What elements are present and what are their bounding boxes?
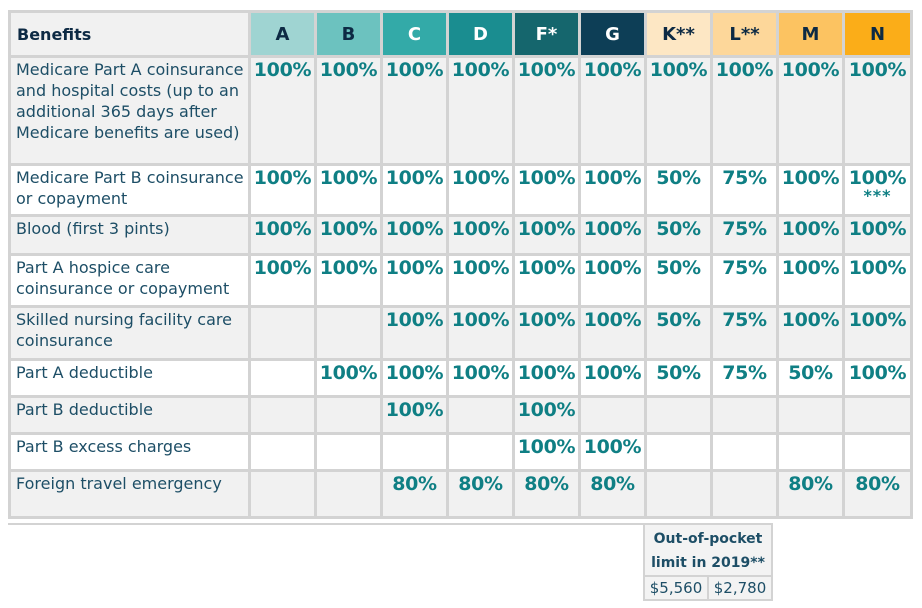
coverage-value: 80% — [524, 473, 569, 495]
plan-header-f: F* — [514, 12, 580, 57]
coverage-cell — [316, 57, 382, 165]
medigap-plan-comparison — [8, 10, 913, 519]
coverage-cell — [316, 216, 382, 255]
coverage-cell — [382, 397, 448, 434]
coverage-value: 100% — [451, 257, 510, 279]
coverage-cell — [316, 471, 382, 518]
coverage-cell — [646, 255, 712, 307]
coverage-cell — [382, 434, 448, 471]
benefits-header: Benefits — [10, 12, 250, 57]
coverage-value: 100% — [781, 309, 840, 331]
out-of-pocket-k-amount: $5,560 — [644, 576, 708, 600]
coverage-cell — [250, 397, 316, 434]
coverage-cell — [382, 165, 448, 216]
coverage-cell — [778, 471, 844, 518]
coverage-cell — [580, 434, 646, 471]
plan-header-m: M — [778, 12, 844, 57]
coverage-cell — [844, 255, 912, 307]
coverage-cell — [580, 216, 646, 255]
coverage-cell — [646, 307, 712, 360]
coverage-value: 100% — [319, 167, 378, 189]
coverage-cell — [316, 307, 382, 360]
coverage-cell — [382, 216, 448, 255]
coverage-cell — [250, 255, 316, 307]
coverage-cell — [646, 165, 712, 216]
coverage-cell — [448, 307, 514, 360]
coverage-value: 80% — [590, 473, 635, 495]
benefits-body — [10, 57, 912, 518]
coverage-value: 50% — [788, 362, 833, 384]
benefit-row — [10, 434, 912, 471]
coverage-cell — [316, 397, 382, 434]
coverage-cell — [382, 255, 448, 307]
coverage-value: 100% — [319, 218, 378, 240]
coverage-value: 100% — [319, 362, 378, 384]
coverage-value: 50% — [656, 362, 701, 384]
coverage-cell — [316, 255, 382, 307]
plan-header-d: D — [448, 12, 514, 57]
plan-header-k: K** — [646, 12, 712, 57]
out-of-pocket-l-amount: $2,780 — [708, 576, 772, 600]
coverage-value: 100% — [848, 309, 907, 331]
benefit-label: Medicare Part A coinsurance and hospital costs (up to an additional 365 days after Medicare benefits are used) — [10, 57, 250, 165]
coverage-value: 100% — [583, 218, 642, 240]
coverage-value: 100% — [517, 399, 576, 421]
coverage-cell — [580, 165, 646, 216]
coverage-value: 50% — [656, 257, 701, 279]
coverage-value: 80% — [392, 473, 437, 495]
coverage-value: 100% — [781, 218, 840, 240]
table-bottom-border — [8, 523, 644, 525]
coverage-cell — [316, 165, 382, 216]
benefit-label: Medicare Part B coinsurance or copayment — [10, 165, 250, 216]
coverage-value: 100% — [848, 362, 907, 384]
coverage-value: 100% — [253, 218, 312, 240]
coverage-cell — [646, 471, 712, 518]
coverage-cell — [514, 307, 580, 360]
coverage-cell — [382, 307, 448, 360]
coverage-value: 75% — [722, 167, 767, 189]
coverage-value: 50% — [656, 218, 701, 240]
coverage-value: 100% — [583, 167, 642, 189]
coverage-value: 100% — [583, 59, 642, 81]
benefit-row — [10, 471, 912, 518]
coverage-value: 100% — [385, 167, 444, 189]
coverage-value: 100% — [848, 257, 907, 279]
coverage-cell — [646, 397, 712, 434]
coverage-cell — [514, 471, 580, 518]
coverage-cell — [316, 360, 382, 397]
coverage-cell — [580, 360, 646, 397]
benefit-row — [10, 255, 912, 307]
coverage-cell — [844, 397, 912, 434]
coverage-cell — [250, 307, 316, 360]
coverage-cell — [514, 360, 580, 397]
coverage-cell — [844, 165, 912, 216]
plan-header-c: C — [382, 12, 448, 57]
coverage-value: 100% — [517, 218, 576, 240]
benefits-table — [8, 10, 913, 519]
coverage-value: 100% — [385, 399, 444, 421]
coverage-value: 100% — [517, 257, 576, 279]
coverage-value: 50% — [656, 309, 701, 331]
coverage-cell — [712, 471, 778, 518]
plan-header-g: G — [580, 12, 646, 57]
coverage-cell — [778, 255, 844, 307]
plan-n-footnote-marker: *** — [863, 186, 892, 205]
benefit-row — [10, 307, 912, 360]
benefit-row — [10, 216, 912, 255]
plan-header-n: N — [844, 12, 912, 57]
coverage-value: 100% — [385, 362, 444, 384]
coverage-cell — [448, 360, 514, 397]
coverage-cell — [712, 397, 778, 434]
coverage-value: 100% — [781, 59, 840, 81]
coverage-cell — [514, 255, 580, 307]
coverage-value: 100% — [781, 257, 840, 279]
coverage-cell — [844, 216, 912, 255]
coverage-cell — [316, 434, 382, 471]
coverage-cell — [580, 397, 646, 434]
benefit-label: Part A hospice care coinsurance or copayment — [10, 255, 250, 307]
out-of-pocket-box — [643, 523, 773, 601]
coverage-value: 100% — [385, 309, 444, 331]
coverage-value: 75% — [722, 257, 767, 279]
coverage-cell — [778, 57, 844, 165]
benefit-label: Skilled nursing facility care coinsurance — [10, 307, 250, 360]
coverage-value: 100% — [583, 257, 642, 279]
coverage-cell — [844, 57, 912, 165]
coverage-cell — [448, 471, 514, 518]
benefit-label: Blood (first 3 pints) — [10, 216, 250, 255]
coverage-cell — [580, 57, 646, 165]
coverage-value: 75% — [722, 362, 767, 384]
coverage-cell — [382, 57, 448, 165]
coverage-cell — [844, 434, 912, 471]
coverage-value: 100% — [517, 436, 576, 458]
coverage-cell — [712, 165, 778, 216]
coverage-cell — [844, 307, 912, 360]
benefit-row — [10, 360, 912, 397]
coverage-value: 100% — [583, 309, 642, 331]
coverage-value: 100% — [319, 257, 378, 279]
coverage-value: 100% — [451, 218, 510, 240]
coverage-cell — [778, 165, 844, 216]
coverage-value: 100% — [781, 167, 840, 189]
coverage-cell — [250, 360, 316, 397]
coverage-value: 100% — [385, 59, 444, 81]
coverage-value: 100% — [848, 59, 907, 81]
coverage-cell — [514, 434, 580, 471]
coverage-cell — [712, 434, 778, 471]
coverage-cell — [712, 255, 778, 307]
coverage-value: 80% — [788, 473, 833, 495]
coverage-cell — [646, 57, 712, 165]
coverage-value: 100% — [848, 167, 907, 189]
benefit-row — [10, 57, 912, 165]
coverage-cell — [250, 165, 316, 216]
benefit-label: Foreign travel emergency — [10, 471, 250, 518]
coverage-value: 100% — [253, 257, 312, 279]
coverage-value: 100% — [385, 218, 444, 240]
coverage-value: 50% — [656, 167, 701, 189]
coverage-cell — [712, 307, 778, 360]
coverage-cell — [778, 397, 844, 434]
plan-header-a: A — [250, 12, 316, 57]
coverage-cell — [778, 307, 844, 360]
coverage-cell — [712, 216, 778, 255]
coverage-cell — [844, 471, 912, 518]
coverage-value: 75% — [722, 218, 767, 240]
plan-header-l: L** — [712, 12, 778, 57]
benefit-row — [10, 397, 912, 434]
coverage-cell — [448, 397, 514, 434]
coverage-cell — [646, 434, 712, 471]
coverage-value: 100% — [517, 59, 576, 81]
coverage-cell — [514, 216, 580, 255]
coverage-value: 100% — [517, 309, 576, 331]
coverage-value: 100% — [451, 309, 510, 331]
coverage-cell — [778, 216, 844, 255]
coverage-cell — [712, 360, 778, 397]
coverage-cell — [448, 255, 514, 307]
coverage-cell — [778, 360, 844, 397]
benefit-label: Part B excess charges — [10, 434, 250, 471]
coverage-cell — [580, 471, 646, 518]
coverage-cell — [514, 397, 580, 434]
out-of-pocket-title: Out-of-pocket limit in 2019** — [644, 524, 772, 576]
coverage-value: 100% — [385, 257, 444, 279]
coverage-value: 100% — [451, 362, 510, 384]
coverage-cell — [844, 360, 912, 397]
coverage-value: 100% — [319, 59, 378, 81]
benefit-label: Part A deductible — [10, 360, 250, 397]
coverage-value: 100% — [517, 167, 576, 189]
coverage-value: 100% — [583, 436, 642, 458]
coverage-value: 100% — [715, 59, 774, 81]
benefit-label: Part B deductible — [10, 397, 250, 434]
coverage-value: 75% — [722, 309, 767, 331]
coverage-value: 100% — [583, 362, 642, 384]
plan-header-b: B — [316, 12, 382, 57]
coverage-value: 100% — [253, 167, 312, 189]
coverage-cell — [250, 434, 316, 471]
coverage-cell — [646, 360, 712, 397]
coverage-cell — [250, 216, 316, 255]
coverage-cell — [712, 57, 778, 165]
coverage-cell — [250, 471, 316, 518]
coverage-value: 100% — [253, 59, 312, 81]
coverage-value: 80% — [855, 473, 900, 495]
coverage-value: 100% — [848, 218, 907, 240]
coverage-cell — [580, 255, 646, 307]
coverage-cell — [448, 434, 514, 471]
coverage-cell — [580, 307, 646, 360]
coverage-value: 100% — [451, 167, 510, 189]
benefit-row — [10, 165, 912, 216]
coverage-cell — [448, 216, 514, 255]
coverage-cell — [382, 471, 448, 518]
coverage-value: 100% — [451, 59, 510, 81]
coverage-cell — [778, 434, 844, 471]
coverage-value: 100% — [649, 59, 708, 81]
coverage-cell — [448, 165, 514, 216]
coverage-value: 80% — [458, 473, 503, 495]
coverage-cell — [250, 57, 316, 165]
coverage-cell — [514, 165, 580, 216]
coverage-cell — [382, 360, 448, 397]
coverage-value: 100% — [517, 362, 576, 384]
header-row — [10, 12, 912, 57]
coverage-cell — [514, 57, 580, 165]
coverage-cell — [448, 57, 514, 165]
coverage-cell — [646, 216, 712, 255]
